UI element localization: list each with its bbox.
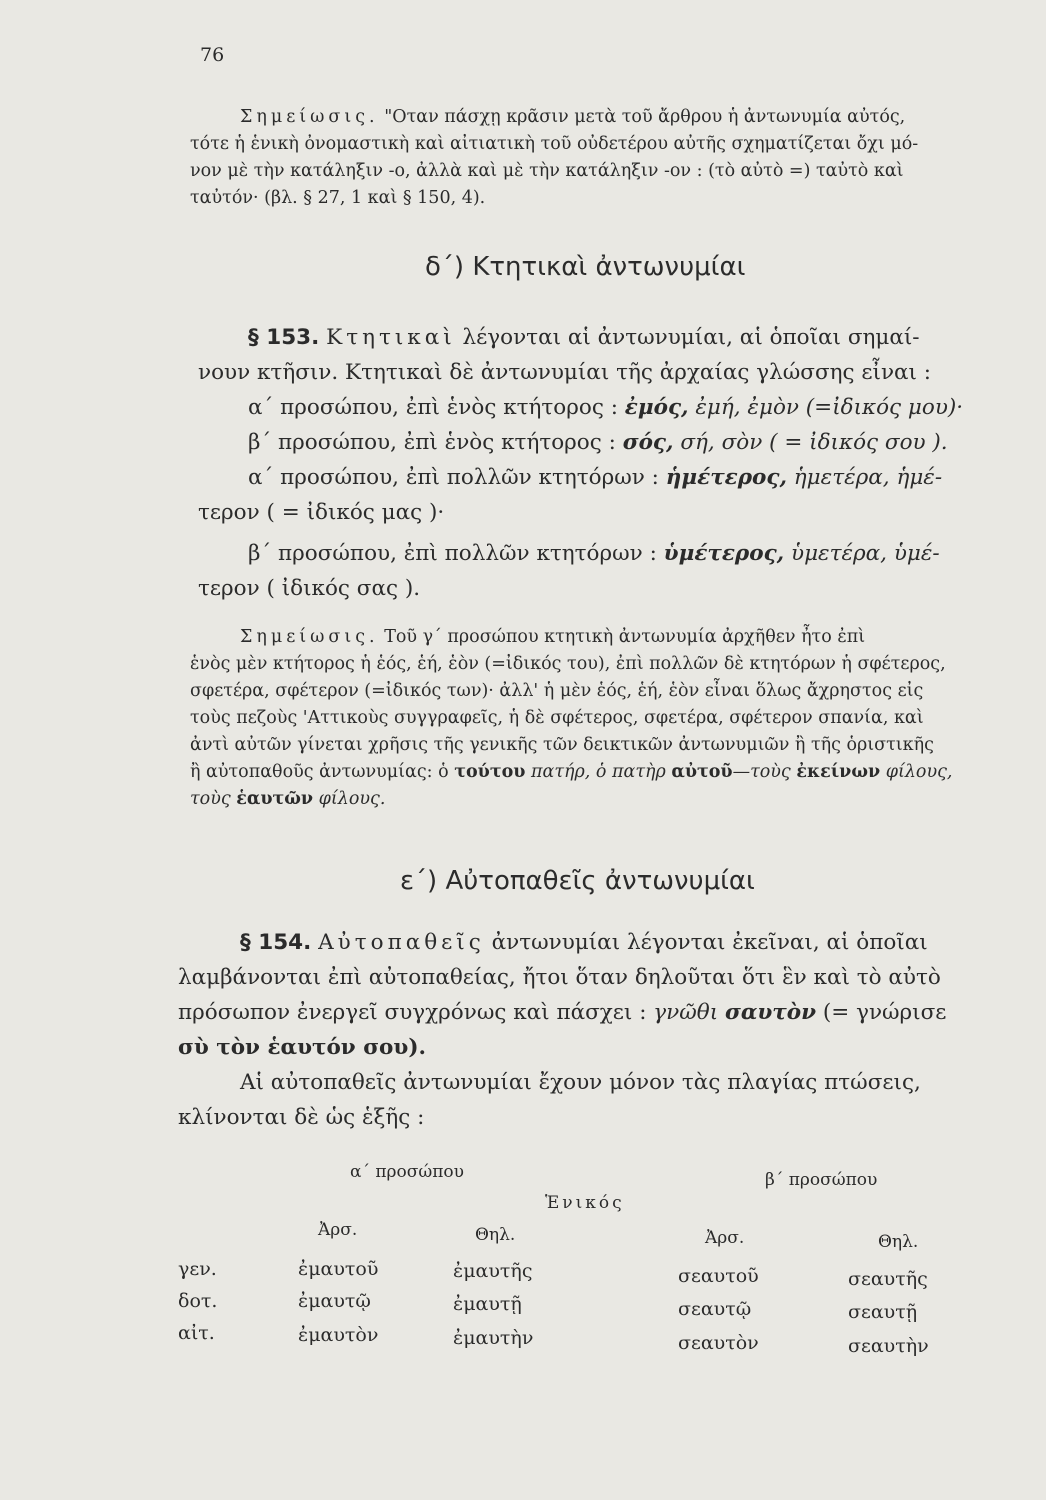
row-gen-f2: σεαυτῆς (848, 1268, 928, 1290)
p153-c-post: ἡμετέρα, ἡμέ- (793, 465, 943, 490)
p153-c-pre: α΄ προσώπου, ἐπὶ πολλῶν κτητόρων : (248, 465, 659, 490)
p153-b-pre: β΄ προσώπου, ἐπὶ ἑνὸς κτήτορος : (248, 430, 616, 455)
row-acc-m2: σεαυτὸν (678, 1332, 759, 1354)
p154-line5: Αἱ αὐτοπαθεῖς ἀντωνυμίαι ἔχουν μόνον τὰς πλαγίας πτώσεις, (240, 1070, 921, 1095)
p154-text1: ἀντωνυμίαι λέγονται ἐκεῖναι, αἱ ὁποῖαι (491, 930, 928, 955)
row-acc-m1: ἐμαυτὸν (298, 1324, 379, 1346)
p153-d-bold: ὑμέτερος, (663, 541, 785, 566)
p154-l3c: σαυτὸν (724, 1000, 817, 1025)
p153-b-bold: σός, (622, 430, 674, 455)
row-gen-m1: ἐμαυτοῦ (298, 1258, 379, 1280)
section-heading-reflexive: ε΄) Αὐτοπαθεῖς ἀντωνυμίαι (400, 866, 755, 896)
note2-line5: ἀντὶ αὐτῶν γίνεται χρῆσις τῆς γενικῆς τῶν δεικτικῶν ἀντωνυμιῶν ἢ τῆς ὁριστικῆς (190, 735, 934, 755)
note1-label: Σημείωσις. (240, 107, 379, 127)
note2-l6g: φίλους, (885, 762, 953, 782)
note2-l6b: τούτου (454, 762, 526, 782)
row-gen-f1: ἐμαυτῆς (453, 1260, 533, 1282)
note2-line4: τοὺς πεζοὺς 'Αττικοὺς συγγραφεῖς, ἡ δὲ σφέτερος, σφετέρα, σφέτερον σπανία, καὶ (190, 708, 924, 728)
row-gen-m2: σεαυτοῦ (678, 1265, 759, 1287)
note2-line3: σφετέρα, σφέτερον (=ἰδικός των)· ἀλλ' ἡ μὲν ἑός, ἑή, ἑὸν εἶναι ὅλως ἄχρηστος εἰς (190, 681, 924, 701)
p154-l3a: πρόσωπον ἐνεργεῖ συγχρόνως καὶ πάσχει : (178, 1000, 647, 1025)
note2-l6e: —τοὺς (732, 762, 791, 782)
table-head-fem-1: Θηλ. (475, 1225, 516, 1245)
p153-d-pre: β΄ προσώπου, ἐπὶ πολλῶν κτητόρων : (248, 541, 657, 566)
note2-l6f: ἐκείνων (796, 762, 881, 782)
row-dat-m2: σεαυτῷ (678, 1298, 752, 1320)
note1-line2: τότε ἡ ἑνικὴ ὀνομαστικὴ καὶ αἰτιατικὴ τοῦ οὐδετέρου αὐτῆς σχηματίζεται ὄχι μό- (190, 134, 919, 154)
note2-l6d: αὐτοῦ (671, 762, 733, 782)
p153-item-c-cont: τερον ( = ἰδικός μας )· (198, 500, 445, 525)
p153-a-post: ἐμή, ἐμὸν (=ἰδικός μου)· (695, 395, 964, 420)
p154-l3b: γνῶθι (653, 1000, 719, 1025)
p153-a-pre: α΄ προσώπου, ἐπὶ ἑνὸς κτήτορος : (248, 395, 618, 420)
row-acc-f2: σεαυτὴν (848, 1335, 929, 1357)
p154-term: Αὐτοπαθεῖς (318, 930, 485, 955)
note2-line2: ἑνὸς μὲν κτήτορος ἡ ἑός, ἑή, ἑὸν (=ἰδικός του), ἐπὶ πολλῶν δὲ κτητόρων ἡ σφέτερος, (190, 654, 946, 674)
p153-b-post: σή, σὸν ( = ἰδικός σου ). (680, 430, 948, 455)
note2-l7c: φίλους. (318, 789, 386, 809)
p153-line2: νουν κτῆσιν. Κτητικαὶ δὲ ἀντωνυμίαι τῆς ἀρχαίας γλώσσης εἶναι : (198, 360, 932, 385)
note1-line3: νον μὲ τὴν κατάληξιν -ο, ἀλλὰ καὶ μὲ τὴν κατάληξιν -ον : (τὸ αὐτὸ =) ταὐτὸ καὶ (190, 161, 904, 181)
row-dat-m1: ἐμαυτῷ (298, 1290, 371, 1312)
row-acc-case: αἰτ. (178, 1322, 215, 1344)
note1-text1: "Οταν πάσχῃ κρᾶσιν μετὰ τοῦ ἄρθρου ἡ ἀντωνυμία αὐτός, (384, 107, 906, 127)
p153-number: § 153. (248, 325, 320, 350)
row-dat-case: δοτ. (178, 1290, 218, 1312)
note2-l6c: πατήρ, ὁ πατὴρ (531, 762, 666, 782)
page-number: 76 (200, 44, 225, 66)
row-dat-f2: σεαυτῇ (848, 1301, 918, 1323)
note2-l7a: τοὺς (190, 789, 231, 809)
p153-term: Κτητικαὶ (326, 325, 456, 350)
p154-number: § 154. (240, 930, 312, 955)
p154-line2: λαμβάνονται ἐπὶ αὐτοπαθείας, ἤτοι ὅταν δηλοῦται ὅτι ἓν καὶ τὸ αὐτὸ (178, 965, 941, 990)
note2-label: Σημείωσις. (240, 627, 379, 647)
p153-item-d-cont: τερον ( ἰδικός σας ). (198, 576, 421, 601)
p153-a-bold: ἐμός, (624, 395, 689, 420)
note1-line4: ταὐτόν· (βλ. § 27, 1 καὶ § 150, 4). (190, 188, 486, 208)
note2-l6a: ἢ αὐτοπαθοῦς ἀντωνυμίας: ὁ (190, 762, 449, 782)
p154-l3d: (= γνώρισε (822, 1000, 947, 1025)
row-gen-case: γεν. (178, 1258, 217, 1280)
note2-l7b: ἑαυτῶν (236, 789, 314, 809)
p153-text1: λέγονται αἱ ἀντωνυμίαι, αἱ ὁποῖαι σημαί- (462, 325, 920, 350)
p154-line4: σὺ τὸν ἑαυτόν σου). (178, 1035, 426, 1060)
table-person-2: β΄ προσώπου (765, 1170, 878, 1190)
table-person-1: α΄ προσώπου (350, 1162, 464, 1182)
table-head-masc-1: Ἀρσ. (318, 1220, 358, 1240)
table-number: Ἑνικός (545, 1193, 625, 1213)
table-head-masc-2: Ἀρσ. (705, 1228, 745, 1248)
row-acc-f1: ἐμαυτὴν (453, 1327, 534, 1349)
p153-c-bold: ἡμέτερος, (665, 465, 787, 490)
table-head-fem-2: Θηλ. (878, 1232, 919, 1252)
section-heading-possessive: δ΄) Κτητικαὶ ἀντωνυμίαι (425, 252, 746, 282)
row-dat-f1: ἐμαυτῇ (453, 1293, 522, 1315)
note2-text1: Τοῦ γ΄ προσώπου κτητικὴ ἀντωνυμία ἀρχῆθεν ἦτο ἐπὶ (384, 627, 866, 647)
p154-line6: κλίνονται δὲ ὡς ἑξῆς : (178, 1105, 425, 1130)
p153-d-post: ὑμετέρα, ὑμέ- (791, 541, 940, 566)
